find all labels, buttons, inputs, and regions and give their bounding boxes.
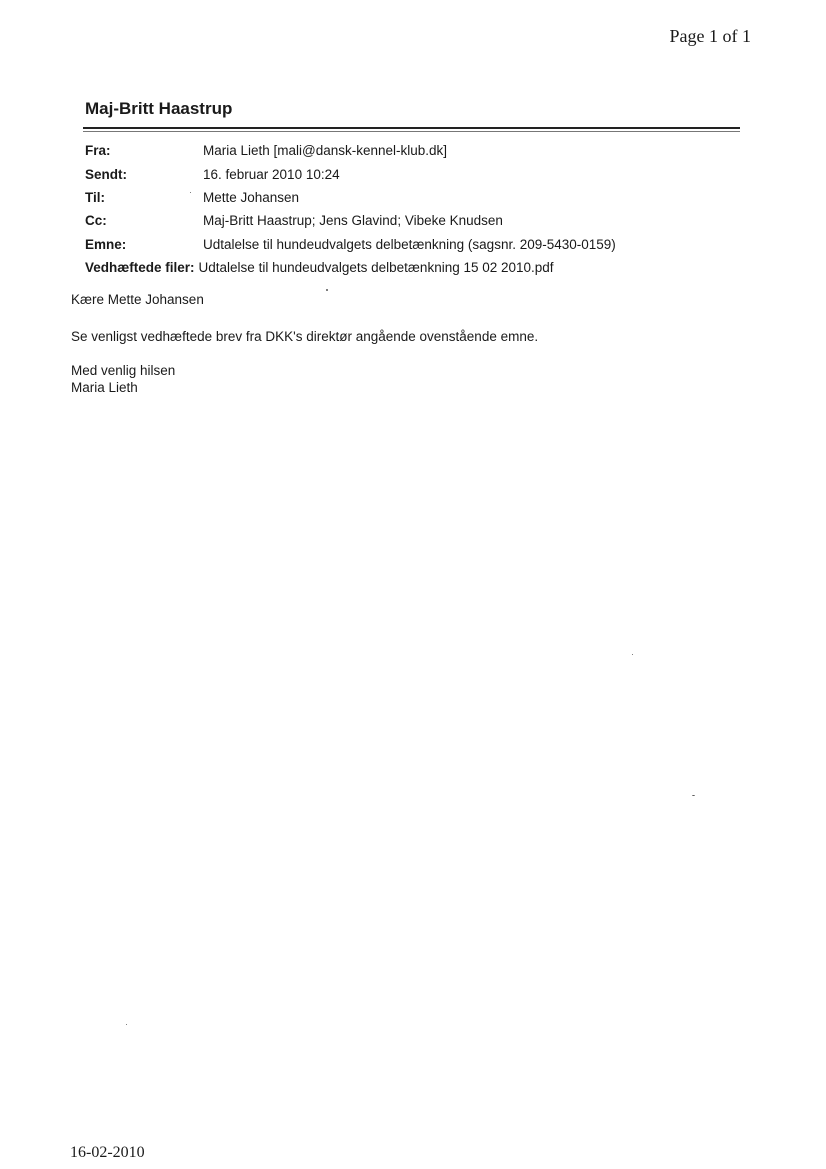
header-row-to [85,186,616,209]
scan-speck [326,289,328,291]
header-value: 16. februar 2010 10:24 [203,166,340,182]
scan-speck [126,1024,127,1025]
attachment-link[interactable]: Udtalelse til hundeudvalgets delbetænkning 15 02 2010.pdf [198,260,554,276]
scan-speck [632,654,633,655]
footer-date: 16-02-2010 [70,1144,145,1161]
header-label: Sendt: [85,166,127,182]
header-label: Fra: [85,143,111,159]
header-label: Cc: [85,213,107,229]
page-number: Page 1 of 1 [669,26,751,46]
header-label: Vedhæftede filer: [85,260,195,276]
message-text: Se venligst vedhæftede brev fra DKK's direktør angående ovenstående emne. [71,329,539,344]
header-row-attachments [85,256,616,279]
header-value: Maj-Britt Haastrup; Jens Glavind; Vibeke Knudsen [203,213,503,229]
sender-name: Maj-Britt Haastrup [85,99,233,118]
header-value: Mette Johansen [203,189,300,205]
header-label: Emne: [85,236,127,252]
header-row-subject [85,233,616,256]
header-divider-thin [83,131,740,132]
scan-speck [190,192,191,193]
header-row-sent [85,162,616,185]
scan-speck [692,795,695,796]
email-header-fields [85,139,616,279]
greeting: Kære Mette Johansen [71,292,204,307]
signature: Maria Lieth [71,380,138,395]
header-value: Maria Lieth [mali@dansk-kennel-klub.dk] [203,143,448,159]
header-value: Udtalelse til hundeudvalgets delbetænkning (sagsnr. 209-5430-0159) [203,236,616,252]
header-row-from [85,139,616,162]
header-row-cc [85,209,616,232]
header-divider [83,127,740,129]
header-label: Til: [85,189,105,205]
closing: Med venlig hilsen [71,363,176,378]
